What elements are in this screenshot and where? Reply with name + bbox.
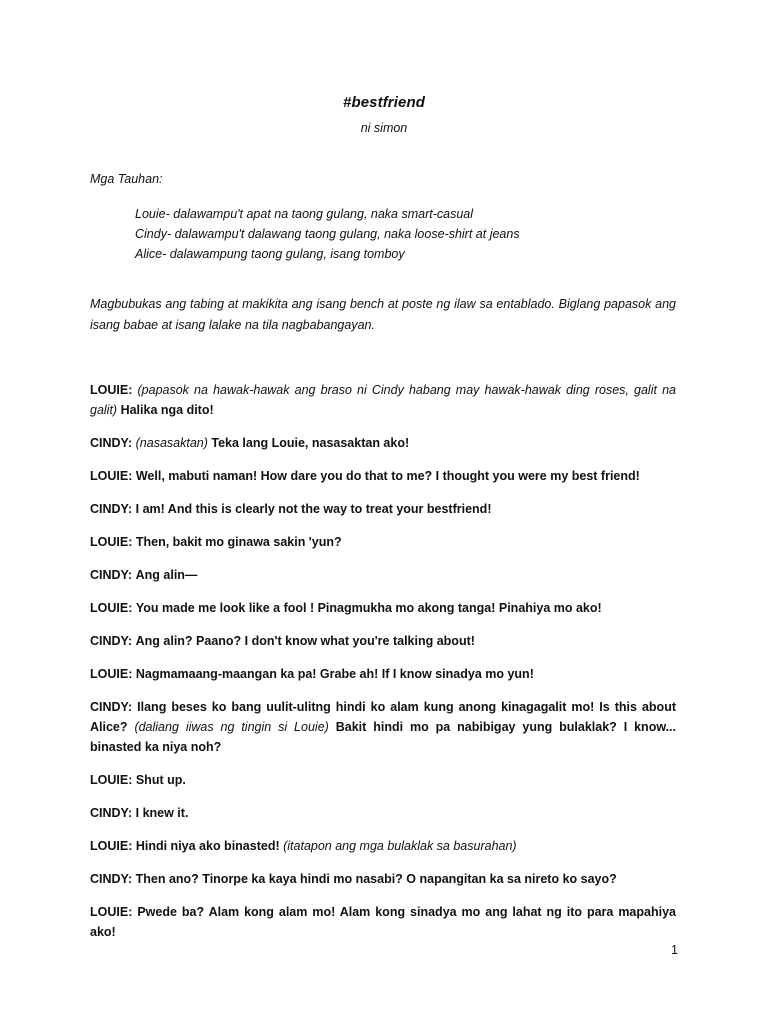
speaker-label: LOUIE: [90, 535, 133, 549]
cast-list [135, 204, 695, 264]
speech-text: I knew it. [135, 806, 189, 820]
stage-direction: (papasok na hawak-hawak ang braso ni Cindy habang may hawak-hawak ding roses, galit na galit) [90, 383, 676, 417]
speech-text: Ang alin— [135, 568, 198, 582]
dialogue-line [90, 697, 676, 757]
speech-text: You made me look like a fool ! Pinagmukha mo akong tanga! Pinahiya mo ako! [135, 601, 602, 615]
speech-text: Ang alin? Paano? I don't know what you're talking about! [135, 634, 475, 648]
speaker-label: CINDY: [90, 502, 133, 516]
dialogue-line [90, 770, 676, 790]
speaker-label: CINDY: [90, 806, 133, 820]
dialogue-line [90, 631, 676, 651]
dialogue-section [90, 380, 676, 955]
dialogue-line [90, 869, 676, 889]
cast-heading: Mga Tauhan: [90, 172, 163, 186]
speaker-label: LOUIE: [90, 667, 133, 681]
speech-text: Nagmamaang-maangan ka pa! Grabe ah! If I know sinadya mo yun! [135, 667, 534, 681]
speech-text: Then, bakit mo ginawa sakin 'yun? [135, 535, 342, 549]
speaker-label: CINDY: [90, 568, 133, 582]
speaker-label: LOUIE: [90, 469, 133, 483]
speech-text: Ilang beses ko bang uulit-ulitng hindi ko alam kung anong kinagagalit mo! Is this about Alice? [90, 700, 676, 734]
dialogue-line [90, 380, 676, 420]
cast-item-cindy: Cindy- dalawampu't dalawang taong gulang, naka loose-shirt at jeans [135, 227, 520, 241]
dialogue-line [90, 902, 676, 942]
speech-text: Halika nga dito! [120, 403, 214, 417]
speech-text: I am! And this is clearly not the way to treat your bestfriend! [135, 502, 492, 516]
dialogue-line [90, 803, 676, 823]
stage-direction: (itatapon ang mga bulaklak sa basurahan) [283, 839, 517, 853]
dialogue-line [90, 466, 676, 486]
speech-text: Then ano? Tinorpe ka kaya hindi mo nasabi? O napangitan ka sa nireto ko sayo? [135, 872, 617, 886]
speaker-label: LOUIE: [90, 773, 133, 787]
speech-text: Teka lang Louie, nasasaktan ako! [211, 436, 410, 450]
stage-direction: (nasasaktan) [135, 436, 208, 450]
dialogue-line [90, 836, 676, 856]
document-author: ni simon [360, 121, 408, 135]
speaker-label: LOUIE: [90, 383, 133, 397]
dialogue-line [90, 433, 676, 453]
speech-text: Shut up. [135, 773, 186, 787]
speaker-label: LOUIE: [90, 905, 133, 919]
dialogue-line [90, 565, 676, 585]
dialogue-line [90, 532, 676, 552]
speaker-label: CINDY: [90, 436, 133, 450]
speech-text: Hindi niya ako binasted! [135, 839, 280, 853]
dialogue-line [90, 598, 676, 618]
speech-text: Well, mabuti naman! How dare you do that to me? I thought you were my best friend! [135, 469, 640, 483]
stage-direction: (daliang iiwas ng tingin si Louie) [134, 720, 329, 734]
speaker-label: LOUIE: [90, 839, 133, 853]
document-title: #bestfriend [343, 94, 425, 111]
opening-stage-direction: Magbubukas ang tabing at makikita ang isang bench at poste ng ilaw sa entablado. Biglang papasok ang isang babae at isang lalake na tila nagbabangayan. [90, 297, 676, 332]
dialogue-line [90, 499, 676, 519]
dialogue-line [90, 664, 676, 684]
speaker-label: CINDY: [90, 634, 133, 648]
speaker-label: CINDY: [90, 872, 133, 886]
speech-text: Pwede ba? Alam kong alam mo! Alam kong sinadya mo ang lahat ng ito para mapahiya ako! [90, 905, 676, 939]
speaker-label: LOUIE: [90, 601, 133, 615]
speaker-label: CINDY: [90, 700, 133, 714]
speech-text: Bakit hindi mo pa nabibigay yung bulaklak? I know... binasted ka niya noh? [90, 720, 677, 754]
cast-item-louie: Louie- dalawampu't apat na taong gulang, naka smart-casual [135, 207, 474, 221]
page-number: 1 [671, 943, 678, 957]
cast-item-alice: Alice- dalawampung taong gulang, isang tomboy [135, 247, 405, 261]
